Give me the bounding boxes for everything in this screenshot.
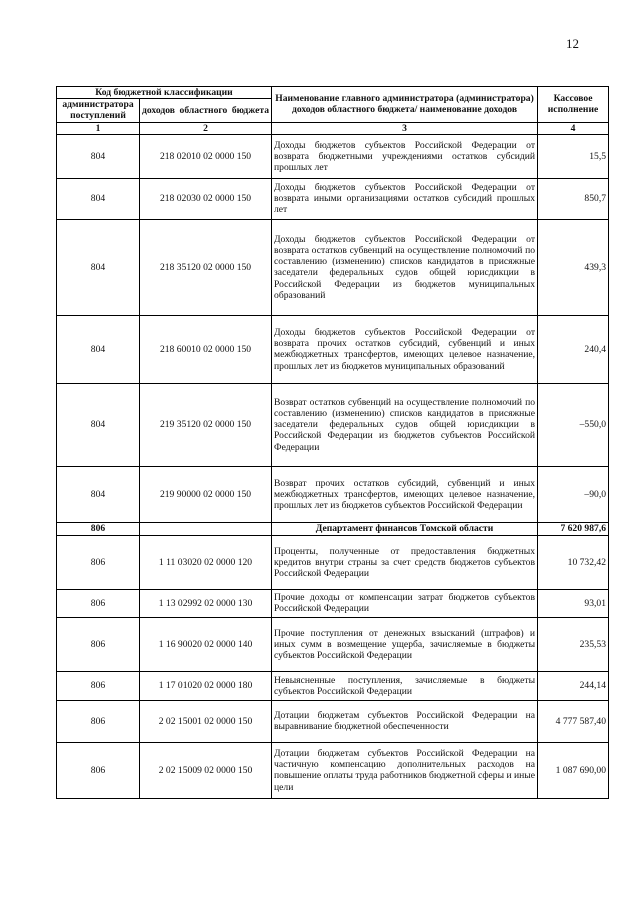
- income-code: 218 02030 02 0000 150: [140, 178, 272, 219]
- income-code: 219 35120 02 0000 150: [140, 383, 272, 466]
- header-admin-col: администратора поступлений: [57, 99, 140, 122]
- income-code: 2 02 15001 02 0000 150: [140, 700, 272, 742]
- cash-execution: 240,4: [538, 315, 609, 383]
- income-code: 1 11 03020 02 0000 120: [140, 535, 272, 589]
- admin-code: 804: [57, 219, 140, 315]
- table-header-row-top: [57, 87, 609, 99]
- income-code: 1 13 02992 02 0000 130: [140, 589, 272, 617]
- cash-execution: 4 777 587,40: [538, 700, 609, 742]
- department-row: [57, 522, 609, 535]
- cash-execution: 244,14: [538, 671, 609, 700]
- header-name-col: Наименование главного администратора (администратора) доходов областного бюджета/ наименование доходов: [272, 87, 538, 123]
- table-row: [57, 315, 609, 383]
- income-name: Невыясненные поступления, зачисляемые в бюджеты субъектов Российской Федерации: [272, 671, 538, 700]
- table-row: [57, 383, 609, 466]
- cash-execution: –90,0: [538, 466, 609, 522]
- income-name: Проценты, полученные от предоставления бюджетных кредитов внутри страны за счет средств бюджетов субъектов Российской Федерации: [272, 535, 538, 589]
- income-code: 2 02 15009 02 0000 150: [140, 742, 272, 798]
- income-name: Дотации бюджетам субъектов Российской Федерации на выравнивание бюджетной обеспеченности: [272, 700, 538, 742]
- admin-code: 806: [57, 742, 140, 798]
- income-code: 218 35120 02 0000 150: [140, 219, 272, 315]
- admin-code: 804: [57, 315, 140, 383]
- income-name: Прочие поступления от денежных взысканий (штрафов) и иных сумм в возмещение ущерба, зачисляемые в бюджеты субъектов Российской Федерации: [272, 617, 538, 671]
- table-row: [57, 617, 609, 671]
- cash-execution: 439,3: [538, 219, 609, 315]
- cash-execution: 235,53: [538, 617, 609, 671]
- table-row: [57, 466, 609, 522]
- cash-execution: 10 732,42: [538, 535, 609, 589]
- table-row: [57, 134, 609, 178]
- header-income-col: доходов областного бюджета: [140, 99, 272, 122]
- admin-code: 804: [57, 178, 140, 219]
- column-numbers-row: [57, 122, 609, 134]
- cash-execution: –550,0: [538, 383, 609, 466]
- department-total: 7 620 987,6: [538, 522, 609, 535]
- page-number: 12: [566, 36, 579, 51]
- income-name: Доходы бюджетов субъектов Российской Федерации от возврата иными организациями остатков субсидий прошлых лет: [272, 178, 538, 219]
- budget-income-table: [56, 86, 609, 799]
- admin-code: 806: [57, 589, 140, 617]
- col-number-1: 1: [57, 122, 140, 134]
- table-row: [57, 219, 609, 315]
- admin-code: 806: [57, 671, 140, 700]
- col-number-3: 3: [272, 122, 538, 134]
- cash-execution: 1 087 690,00: [538, 742, 609, 798]
- admin-code: 804: [57, 383, 140, 466]
- income-name: Прочие доходы от компенсации затрат бюджетов субъектов Российской Федерации: [272, 589, 538, 617]
- table-row: [57, 178, 609, 219]
- table-row: [57, 535, 609, 589]
- income-name: Дотации бюджетам субъектов Российской Федерации на частичную компенсацию дополнительных расходов на повышение оплаты труда работников бюджетной сферы и иные цели: [272, 742, 538, 798]
- admin-code: 806: [57, 700, 140, 742]
- cash-execution: 93,01: [538, 589, 609, 617]
- table-row: [57, 742, 609, 798]
- header-code-group: Код бюджетной классификации: [57, 87, 272, 99]
- income-code: 218 60010 02 0000 150: [140, 315, 272, 383]
- income-code: 1 16 90020 02 0000 140: [140, 617, 272, 671]
- income-name: Доходы бюджетов субъектов Российской Федерации от возврата остатков субвенций на осуществление полномочий по составлению (изменению) списков кандидатов в присяжные заседатели федеральных судов общей юрисдикции в Российской Федерации из бюджетов муниципальных образований: [272, 219, 538, 315]
- admin-code: 806: [57, 522, 140, 535]
- income-name: Доходы бюджетов субъектов Российской Федерации от возврата прочих остатков субсидий, субвенций и иных межбюджетных трансфертов, имеющих целевое назначение, прошлых лет из бюджетов муниципальных образований: [272, 315, 538, 383]
- cash-execution: 15,5: [538, 134, 609, 178]
- header-exec-col: Кассовое исполнение: [538, 87, 609, 123]
- income-code: [140, 522, 272, 535]
- admin-code: 804: [57, 466, 140, 522]
- income-name: Возврат остатков субвенций на осуществление полномочий по составлению (изменению) списков кандидатов в присяжные заседатели федеральных судов общей юрисдикции в Российской Федерации из бюджетов субъектов Российской Федерации: [272, 383, 538, 466]
- income-code: 218 02010 02 0000 150: [140, 134, 272, 178]
- table-row: [57, 700, 609, 742]
- admin-code: 804: [57, 134, 140, 178]
- department-name: Департамент финансов Томской области: [272, 522, 538, 535]
- admin-code: 806: [57, 535, 140, 589]
- income-code: 1 17 01020 02 0000 180: [140, 671, 272, 700]
- col-number-4: 4: [538, 122, 609, 134]
- col-number-2: 2: [140, 122, 272, 134]
- income-code: 219 90000 02 0000 150: [140, 466, 272, 522]
- admin-code: 806: [57, 617, 140, 671]
- cash-execution: 850,7: [538, 178, 609, 219]
- table-row: [57, 589, 609, 617]
- table-row: [57, 671, 609, 700]
- income-name: Возврат прочих остатков субсидий, субвенций и иных межбюджетных трансфертов, имеющих целевое назначение, прошлых лет из бюджетов субъектов Российской Федерации: [272, 466, 538, 522]
- income-name: Доходы бюджетов субъектов Российской Федерации от возврата бюджетными учреждениями остатков субсидий прошлых лет: [272, 134, 538, 178]
